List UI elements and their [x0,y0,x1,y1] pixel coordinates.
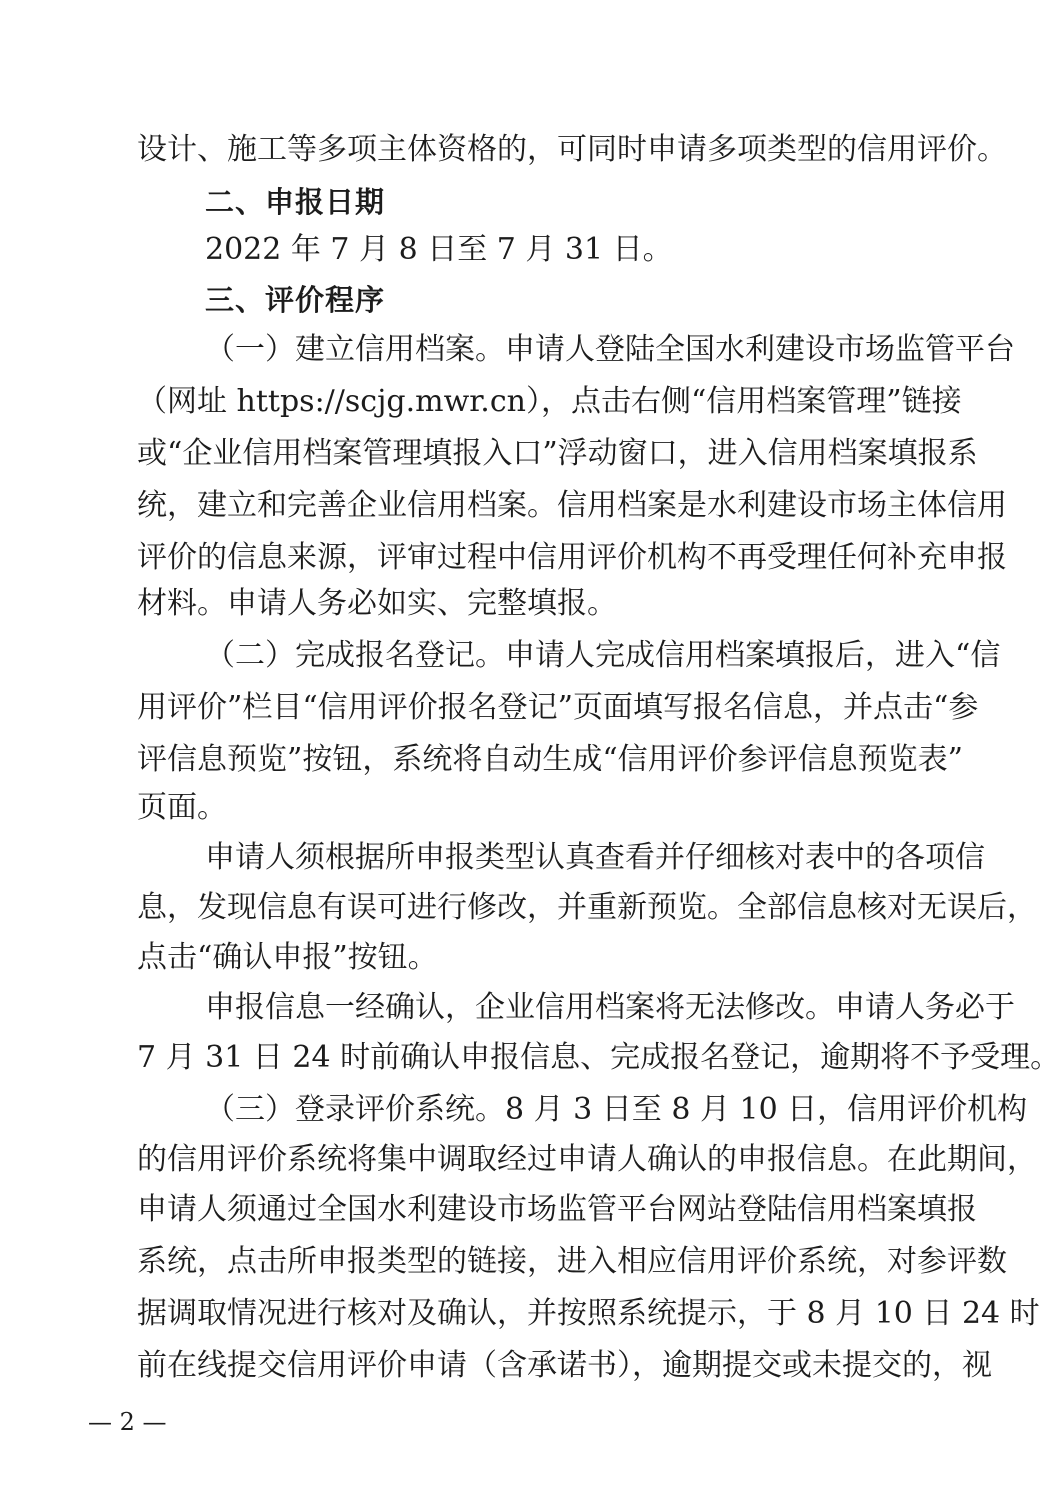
paragraph-line: （网址 https://scjg.mwr.cn），点击右侧“信用档案管理”链接 [137,384,962,419]
paragraph-line: 页面。 [137,790,227,825]
paragraph-line: 据调取情况进行核对及确认，并按照系统提示，于 8 月 10 日 24 时 [137,1296,1040,1331]
paragraph-line: 点击“确认申报”按钮。 [137,940,438,975]
paragraph-line: 评信息预览”按钮，系统将自动生成“信用评价参评信息预览表” [137,742,964,777]
paragraph-line: （三）登录评价系统。8 月 3 日至 8 月 10 日，信用评价机构 [205,1092,1028,1127]
paragraph-line: 材料。申请人务必如实、完整填报。 [137,586,617,621]
paragraph-line: 评价的信息来源，评审过程中信用评价机构不再受理任何补充申报 [137,540,1007,575]
paragraph-line: 申报信息一经确认，企业信用档案将无法修改。申请人务必于 [205,990,1015,1025]
paragraph-line: 2022 年 7 月 8 日至 7 月 31 日。 [205,232,673,267]
paragraph-line: 设计、施工等多项主体资格的，可同时申请多项类型的信用评价。 [137,132,1007,167]
paragraph-line: 前在线提交信用评价申请（含承诺书），逾期提交或未提交的，视 [137,1348,992,1383]
paragraph-line: 系统，点击所申报类型的链接，进入相应信用评价系统，对参评数 [137,1244,1007,1279]
paragraph-line: （一）建立信用档案。申请人登陆全国水利建设市场监管平台 [205,332,1015,367]
paragraph-line: 或“企业信用档案管理填报入口”浮动窗口，进入信用档案填报系 [137,436,978,471]
section-heading-declaration-date: 二、申报日期 [205,185,386,219]
page-number: — 2 — [88,1408,167,1436]
paragraph-line: 统，建立和完善企业信用档案。信用档案是水利建设市场主体信用 [137,488,1007,523]
section-heading-evaluation-procedure: 三、评价程序 [205,283,386,317]
paragraph-line: 息，发现信息有误可进行修改，并重新预览。全部信息核对无误后， [137,890,1037,925]
paragraph-line: 申请人须通过全国水利建设市场监管平台网站登陆信用档案填报 [137,1192,977,1227]
paragraph-line: 的信用评价系统将集中调取经过申请人确认的申报信息。在此期间， [137,1142,1037,1177]
paragraph-line: 申请人须根据所申报类型认真查看并仔细核对表中的各项信 [205,840,985,875]
paragraph-line: （二）完成报名登记。申请人完成信用档案填报后，进入“信 [205,638,1001,673]
paragraph-line: 7 月 31 日 24 时前确认申报信息、完成报名登记，逾期将不予受理。 [137,1040,1060,1075]
paragraph-line: 用评价”栏目“信用评价报名登记”页面填写报名信息，并点击“参 [137,690,979,725]
